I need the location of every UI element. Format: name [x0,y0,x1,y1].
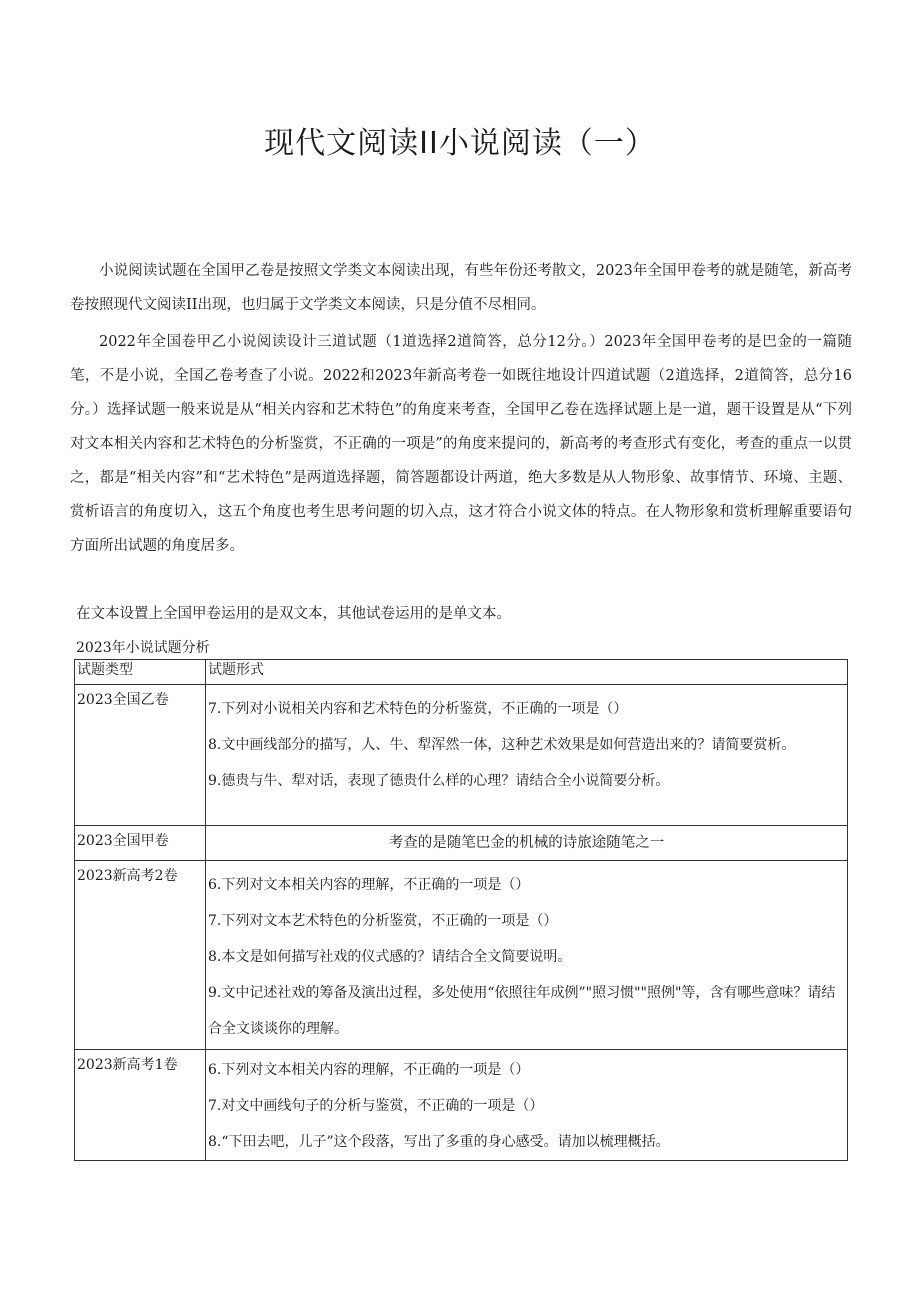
question-analysis-table [74,659,848,1161]
row-note: 考查的是随笔巴金的机械的诗旅途随笔之一 [388,835,665,851]
question-item: 7.下列对文本艺术特色的分析鉴赏，不正确的一项是（） [208,913,558,929]
row-type-cell: 2023全国甲卷 [75,826,206,861]
question-item: 6.下列对文本相关内容的理解，不正确的一项是（） [208,877,530,893]
question-item: 7.下列对小说相关内容和艺术特色的分析鉴赏，不正确的一项是（） [208,701,628,717]
page-title: 现代文阅读II小说阅读（一） [264,126,656,161]
question-item: 8.“下田去吧，儿子”这个段落，写出了多重的身心感受。请加以梳理概括。 [208,1134,670,1150]
header-cell-form: 试题形式 [206,660,848,685]
table-caption: 2023年小说试题分析 [76,640,210,656]
question-item: 7.对文中画线句子的分析与鉴赏，不正确的一项是（） [208,1098,544,1114]
question-item: 6.下列对文本相关内容的理解，不正确的一项是（） [208,1062,530,1078]
row-type-cell: 2023全国乙卷 [75,685,206,826]
row-type-cell: 2023新高考1卷 [75,1050,206,1161]
table-row [75,826,848,861]
table-row [75,1050,848,1161]
question-item: 8.文中画线部分的描写，人、牛、犁浑然一体，这种艺术效果是如何营造出来的？请简要赏析。 [208,737,796,753]
row-questions-cell [206,685,848,826]
table-row [75,861,848,1050]
table-row [75,685,848,826]
text-setting-paragraph: 在文本设置上全国甲卷运用的是双文本，其他试卷运用的是单文本。 [76,606,511,622]
header-cell-type: 试题类型 [75,660,206,685]
intro-paragraph: 小说阅读试题在全国甲乙卷是按照文学类文本阅读出现，有些年份还考散文，2023年全国甲卷考的就是随笔，新高考卷按照现代文阅读II出现，也归属于文学类文本阅读，只是分值不尽相同。 [70,263,852,313]
question-item: 9.德贵与牛、犁对话，表现了德贵什么样的心理？请结合全小说简要分析。 [208,773,670,789]
row-questions-cell [206,1050,848,1161]
row-type-cell: 2023新高考2卷 [75,861,206,1050]
question-item: 8.本文是如何描写社戏的仪式感的？请结合全文简要说明。 [208,949,572,965]
row-note-cell [206,826,848,861]
table-header-row [75,660,848,685]
analysis-paragraph: 2022年全国卷甲乙小说阅读设计三道试题（1道选择2道简答，总分12分。）2023年全国甲卷考的是巴金的一篇随笔，不是小说，全国乙卷考查了小说。2022和2023年新高考卷一如既往地设计四道试题（2道选择，2道简答，总分16分。）选择试题一般来说是从“相关内容和艺术特色”的角度来考查，全国甲乙卷在选择试题上是一道，题干设置是从“下列对文本相关内容和艺术特色的分析鉴赏，不正确的一项是”的角度来提问的，新高考的考查形式有变化，考查的重点一以贯之，都是“相关内容”和“艺术特色”是两道选择题，简答题都设计两道，绝大多数是从人物形象、故事情节、环境、主题、赏析语言的角度切入，这五个角度也考生思考问题的切入点，这才符合小说文体的特点。在人物形象和赏析理解重要语句方面所出试题的角度居多。 [70,334,852,554]
question-item: 9.文中记述社戏的筹备及演出过程，多处使用“依照往年成例”"照习惯""照例"等，含有哪些意味？请结合全文谈谈你的理解。 [208,985,836,1037]
row-questions-cell [206,861,848,1050]
